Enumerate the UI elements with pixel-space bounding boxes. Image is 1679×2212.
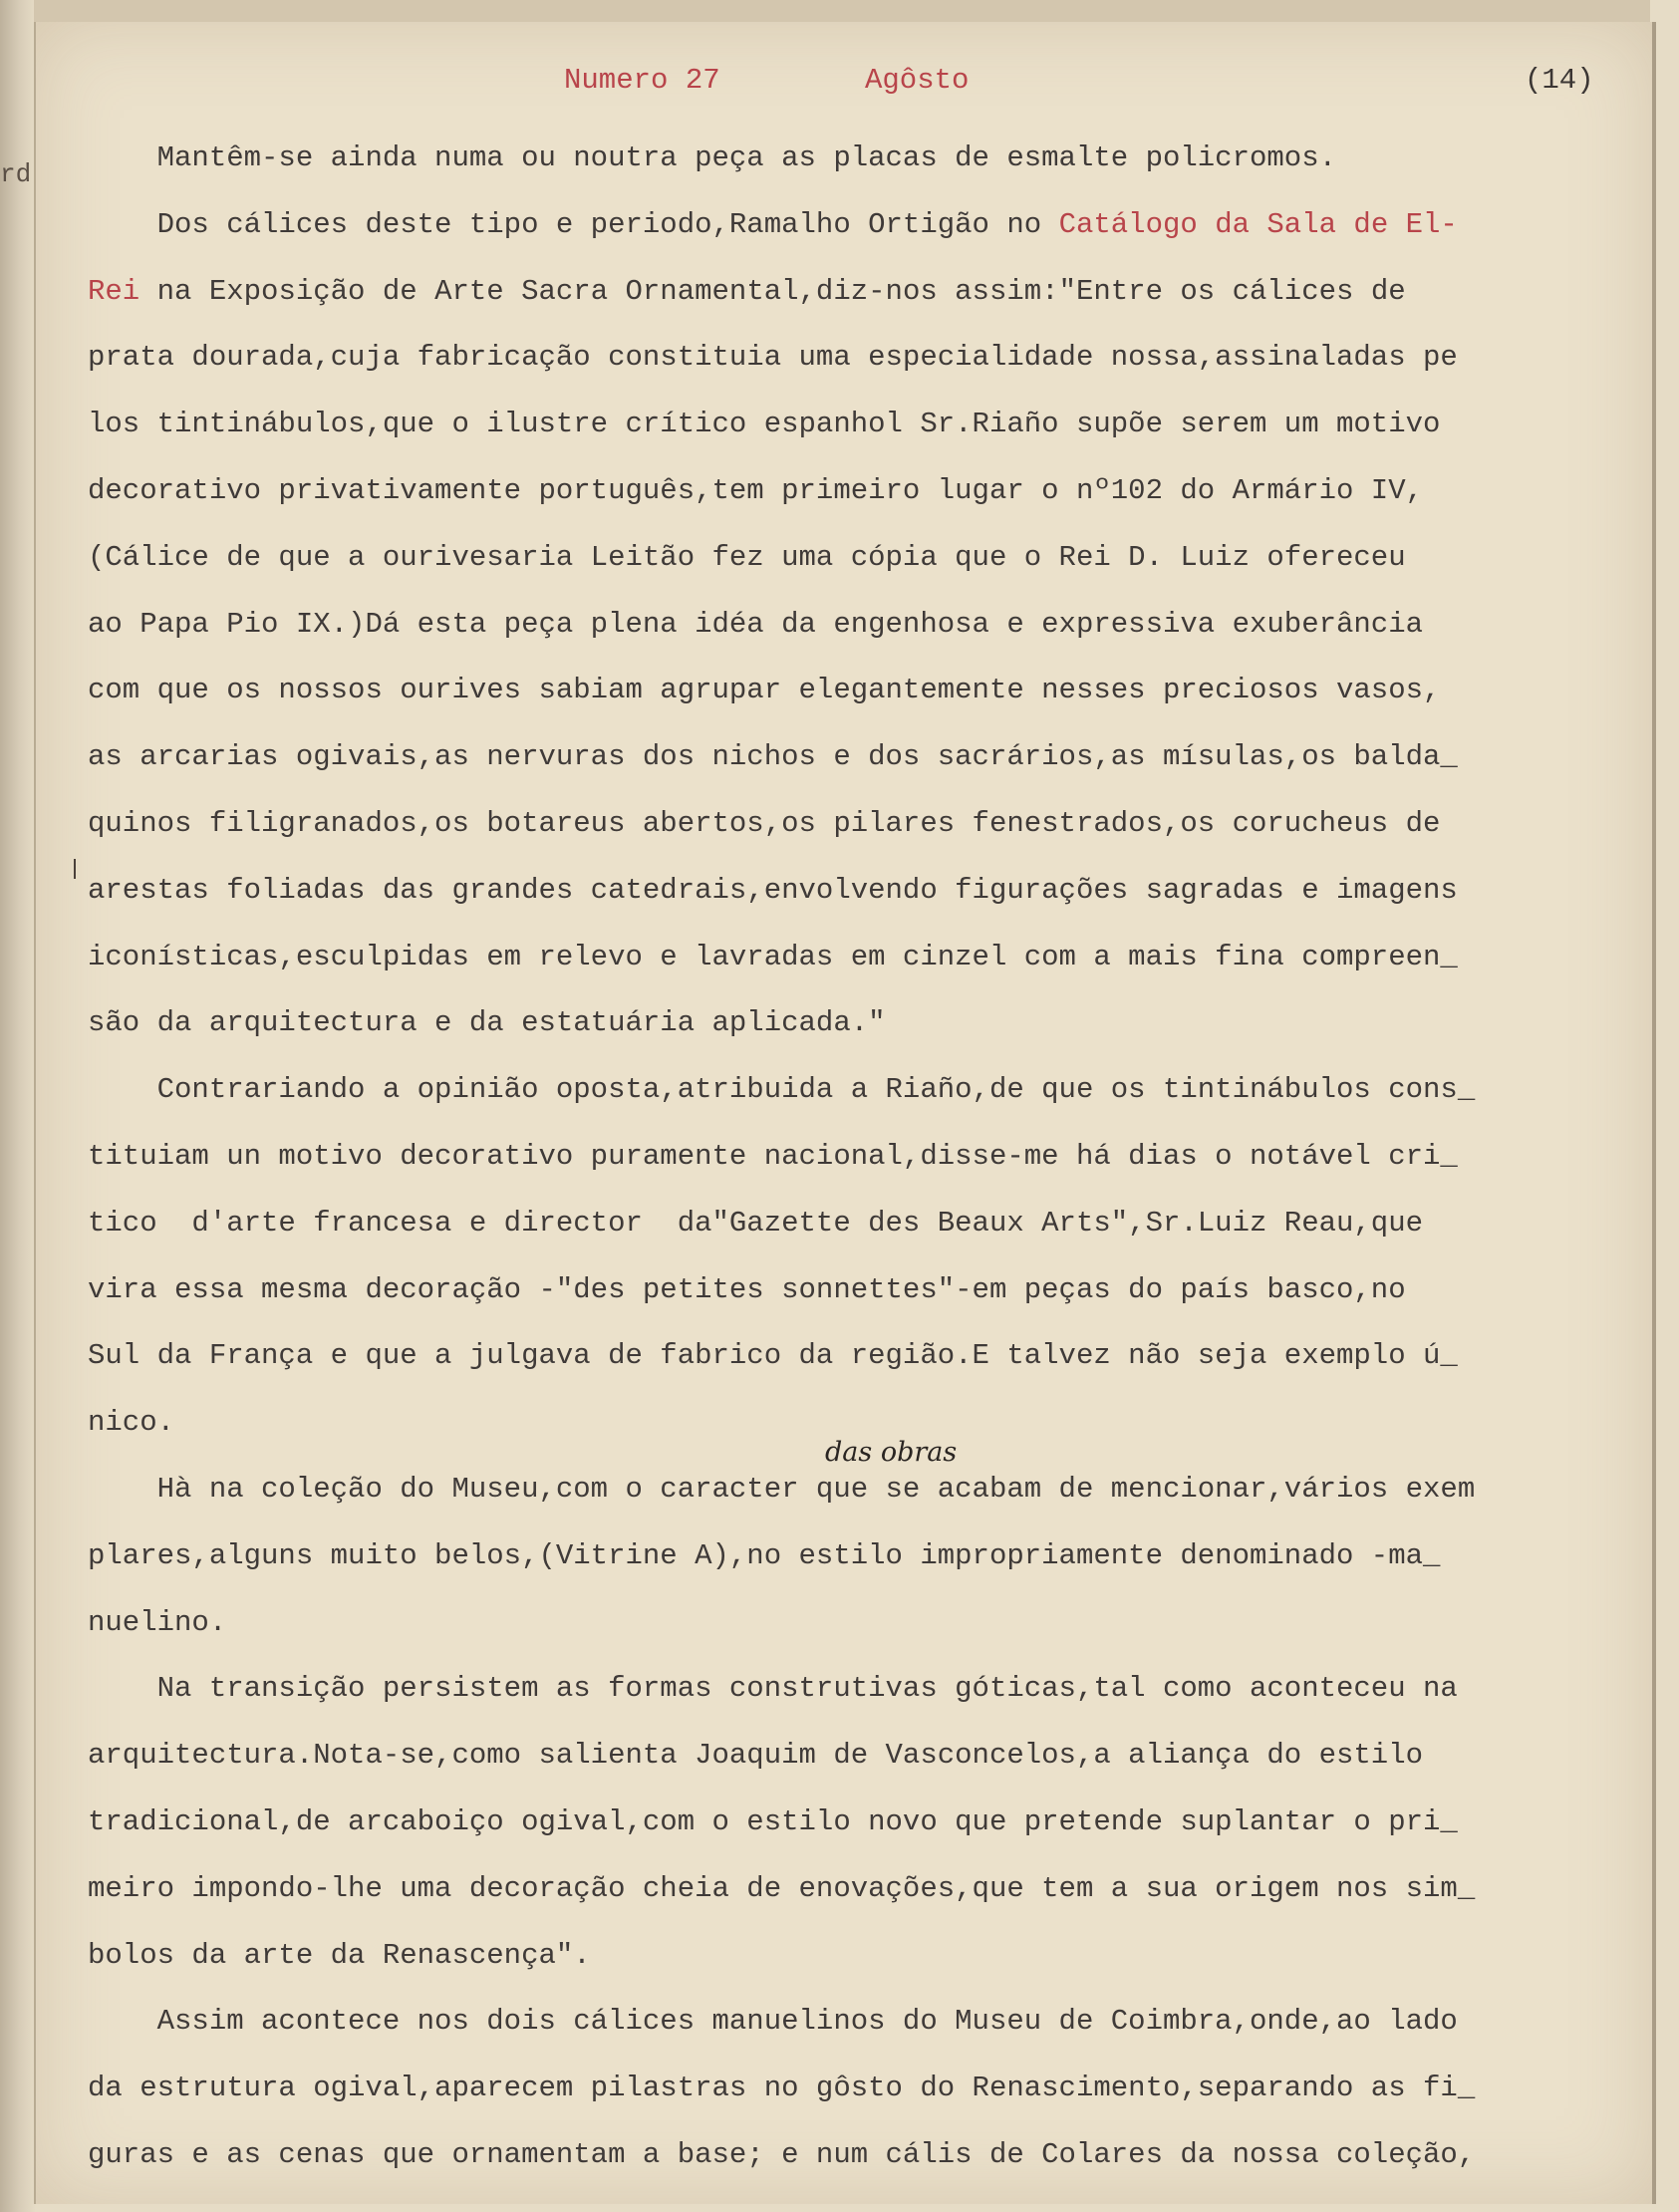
left-margin-mark: rd [0, 159, 32, 189]
text-segment: plares,alguns muito belos,(Vitrine A),no estilo impropriamente denominado -ma_ [88, 1538, 1441, 1572]
text-segment: tico d'arte francesa e director da"Gazette des Beaux Arts",Sr.Luiz Reau,que [88, 1206, 1424, 1240]
text-line [88, 1790, 1637, 1856]
text-line [88, 192, 1637, 259]
text-segment: nico. [88, 1406, 175, 1440]
text-segment: Dos cálices deste tipo e periodo,Ramalho Ortigão no [88, 207, 1059, 241]
issue-month: Agôsto [865, 64, 970, 97]
margin-tick-mark [74, 859, 84, 879]
text-line [88, 525, 1637, 592]
text-segment: ao Papa Pio IX.)Dá esta peça plena idéa da engenhosa e expressiva exuberância [88, 607, 1424, 641]
text-segment: arquitectura.Nota-se,como salienta Joaquim de Vasconcelos,a aliança do estilo [88, 1739, 1424, 1773]
text-line [88, 592, 1637, 659]
handwritten-insertion: das obras [825, 1437, 958, 1468]
text-line [88, 259, 1637, 326]
text-line [88, 1656, 1637, 1723]
text-segment: da estrutura ogival,aparecem pilastras no gôsto do Renascimento,separando as fi_ [88, 2072, 1476, 2105]
text-line [88, 1390, 1637, 1457]
text-segment: Assim acontece nos dois cálices manuelinos do Museu de Coimbra,onde,ao lado [88, 2005, 1458, 2039]
text-line [88, 925, 1637, 991]
text-segment: guras e as cenas que ornamentam a base; e num cális de Colares da nossa coleção, [88, 2137, 1476, 2171]
text-segment: Sul da França e que a julgava de fabrico da região.E talvez não seja exemplo ú_ [88, 1339, 1458, 1373]
text-segment: com que os nossos ourives sabiam agrupar elegantemente nesses preciosos vasos, [88, 674, 1441, 707]
text-line [88, 858, 1637, 925]
text-segment: tradicional,de arcaboiço ogival,com o estilo novo que pretende suplantar o pri_ [88, 1804, 1458, 1838]
text-line [88, 1457, 1637, 1523]
text-segment: Hà na coleção do Museu,com o caracter que se acabam de mencionar,vários exem [88, 1472, 1476, 1506]
text-line [88, 990, 1637, 1057]
text-line [88, 1723, 1637, 1790]
typed-page [34, 22, 1656, 2204]
text-line [88, 1323, 1637, 1390]
previous-page-edge [34, 0, 1650, 23]
text-segment: são da arquitectura e da estatuária aplicada." [88, 1006, 886, 1040]
text-segment: meiro impondo-lhe uma decoração cheia de enovações,que tem a sua origem nos sim_ [88, 1871, 1476, 1905]
page-header [36, 64, 1652, 104]
text-line [88, 126, 1637, 192]
text-line [88, 1257, 1637, 1324]
text-segment: prata dourada,cuja fabricação constituia uma especialidade nossa,assinaladas pe [88, 341, 1458, 375]
text-line [88, 1989, 1637, 2056]
text-segment: Mantêm-se ainda numa ou noutra peça as placas de esmalte policromos. [88, 141, 1337, 174]
issue-number: Numero 27 [564, 64, 720, 97]
text-line [88, 325, 1637, 392]
text-segment: vira essa mesma decoração -"des petites sonnettes"-em peças do país basco,no [88, 1272, 1406, 1306]
red-typed-segment: Catálogo da Sala de El- [1058, 207, 1458, 241]
text-line [88, 658, 1637, 724]
text-line [88, 392, 1637, 458]
text-segment: bolos da arte da Renascença". [88, 1938, 591, 1972]
text-segment: as arcarias ogivais,as nervuras dos nichos e dos sacrários,as mísulas,os balda_ [88, 740, 1458, 774]
text-segment: nuelino. [88, 1605, 227, 1639]
text-line [88, 1057, 1637, 1124]
text-segment: decorativo privativamente português,tem primeiro lugar o nº102 do Armário IV, [88, 473, 1424, 507]
text-segment: na Exposição de Arte Sacra Ornamental,diz-nos assim:"Entre os cálices de [140, 274, 1406, 308]
text-segment: arestas foliadas das grandes catedrais,envolvendo figurações sagradas e imagens [88, 873, 1458, 907]
text-line [88, 1590, 1637, 1657]
text-line [88, 1124, 1637, 1191]
text-segment: los tintinábulos,que o ilustre crítico espanhol Sr.Riaño supõe serem um motivo [88, 408, 1441, 441]
text-line [88, 2056, 1637, 2122]
text-line [88, 1523, 1637, 1590]
text-segment: Contrariando a opinião oposta,atribuida a Riaño,de que os tintinábulos cons_ [88, 1073, 1476, 1107]
text-line [88, 724, 1637, 791]
text-segment: Na transição persistem as formas construtivas góticas,tal como aconteceu na [88, 1672, 1458, 1706]
text-segment: quinos filigranados,os botareus abertos,os pilares fenestrados,os corucheus de [88, 806, 1441, 840]
text-line [88, 1191, 1637, 1257]
text-line [88, 1923, 1637, 1990]
text-segment: iconísticas,esculpidas em relevo e lavradas em cinzel com a mais fina compreen_ [88, 940, 1458, 973]
text-line [88, 791, 1637, 858]
text-line [88, 1856, 1637, 1923]
page-number: (14) [1525, 64, 1594, 97]
text-segment: (Cálice de que a ourivesaria Leitão fez uma cópia que o Rei D. Luiz ofereceu [88, 540, 1406, 574]
text-segment: tituiam un motivo decorativo puramente nacional,disse-me há dias o notável cri_ [88, 1139, 1458, 1173]
red-typed-segment: Rei [88, 274, 140, 308]
body-text [88, 126, 1637, 2189]
text-line [88, 458, 1637, 525]
text-line [88, 2122, 1637, 2189]
